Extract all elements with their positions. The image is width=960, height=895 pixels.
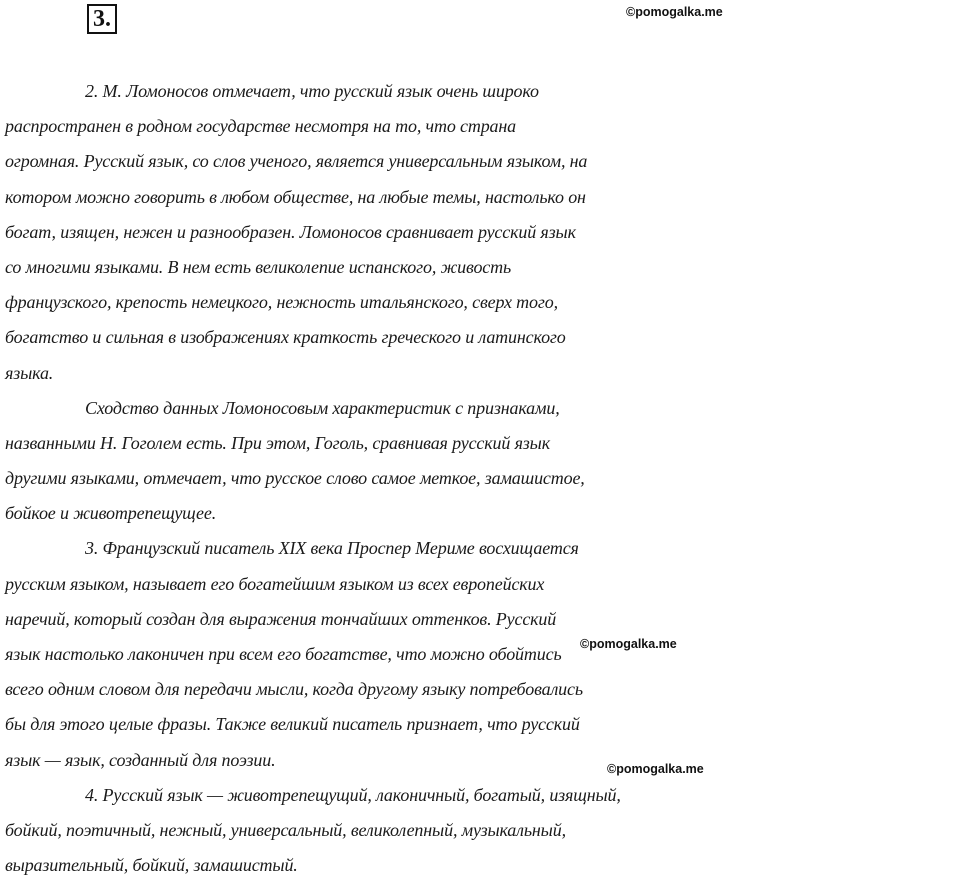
text-line: французского, крепость немецкого, нежность итальянского, сверх того, xyxy=(5,292,558,313)
exercise-number-box: 3. xyxy=(87,4,117,34)
watermark-top: ©pomogalka.me xyxy=(626,5,723,19)
text-line: 2. М. Ломоносов отмечает, что русский язык очень широко xyxy=(85,81,539,101)
text-line: языка. xyxy=(5,362,54,383)
watermark-middle: ©pomogalka.me xyxy=(580,637,677,651)
text-line: другими языками, отмечает, что русское слово самое меткое, замашистое, xyxy=(5,468,585,489)
text-line: выразительный, бойкий, замашистый. xyxy=(5,855,298,876)
text-line: бы для этого целые фразы. Также великий писатель признает, что русский xyxy=(5,714,580,735)
watermark-lower: ©pomogalka.me xyxy=(607,762,704,776)
text-line: огромная. Русский язык, со слов ученого, является универсальным языком, на xyxy=(5,151,588,172)
text-line: 4. Русский язык — животрепещущий, лаконичный, богатый, изящный, xyxy=(85,784,621,805)
answer-text xyxy=(5,74,960,883)
text-line: язык настолько лаконичен при всем его богатстве, что можно обойтись xyxy=(5,644,562,664)
text-line: Сходство данных Ломоносовым характеристик с признаками, xyxy=(85,397,560,418)
text-line: бойкий, поэтичный, нежный, универсальный, великолепный, музыкальный, xyxy=(5,819,566,840)
text-line: богат, изящен, нежен и разнообразен. Ломоносов сравнивает русский язык xyxy=(5,221,576,242)
text-line: 3. Французский писатель XIX века Проспер Мериме восхищается xyxy=(85,538,579,559)
text-line: со многими языками. В нем есть великолепие испанского, живость xyxy=(5,256,512,277)
text-line: котором можно говорить в любом обществе, на любые темы, настолько он xyxy=(5,186,586,207)
text-line: распространен в родном государстве несмотря на то, что страна xyxy=(5,116,517,137)
text-line: названными Н. Гоголем есть. При этом, Гоголь, сравнивая русский язык xyxy=(5,432,550,453)
text-line: богатство и сильная в изображениях краткость греческого и латинского xyxy=(5,327,566,348)
text-line: бойкое и животрепещущее. xyxy=(5,503,217,524)
text-line: язык — язык, созданный для поэзии. xyxy=(5,749,276,770)
text-line: русским языком, называет его богатейшим языком из всех европейских xyxy=(5,573,545,594)
text-line: всего одним словом для передачи мысли, когда другому языку потребовались xyxy=(5,679,583,700)
text-line: наречий, который создан для выражения тончайших оттенков. Русский xyxy=(5,608,557,629)
